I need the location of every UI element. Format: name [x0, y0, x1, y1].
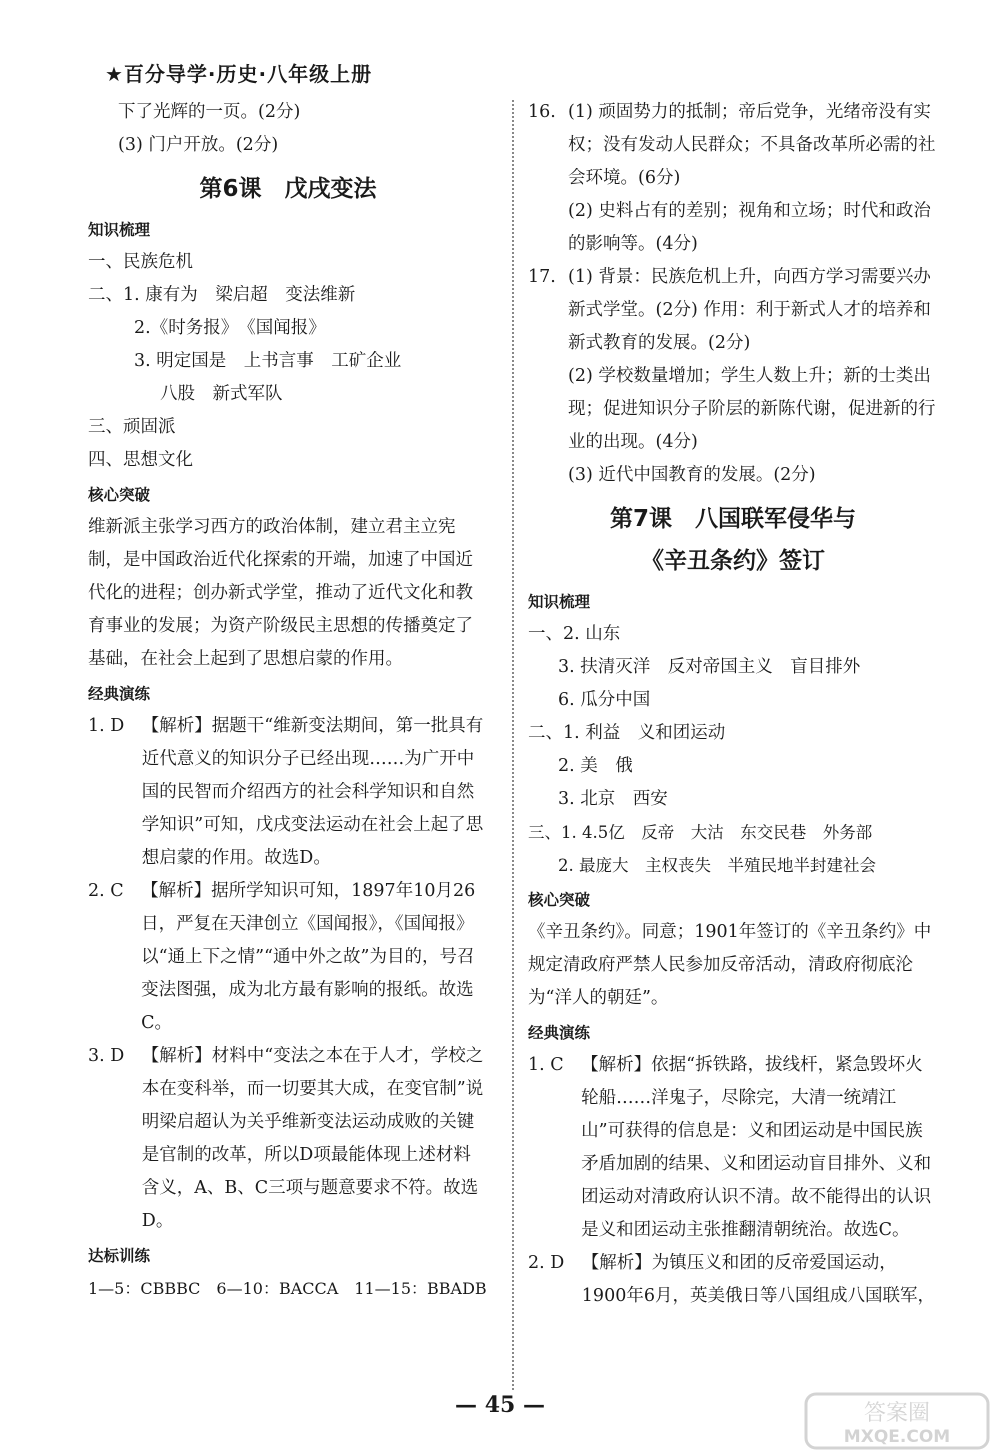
outline-line: 2.《时务报》 《国闻报》 [134, 318, 326, 338]
outline-line: 3. 明定国是 上书言事 工矿企业 [134, 351, 402, 371]
answer-text: (2) 史料占有的差别；视角和立场；时代和政治的影响等。(4分) [568, 201, 931, 254]
answer-number: 16. [528, 102, 556, 122]
answer-number [528, 459, 568, 492]
answer-text: 【解析】据所学知识可知，1897年10月26日，严复在天津创立《国闻报》，《国闻报》以“通上下之情”“通中外之故”为目的，号召变法图强，成为北方最有影响的报纸。故选C。 [141, 881, 476, 1033]
watermark-stamp-icon [802, 1390, 992, 1452]
answer-number: 1. D [88, 716, 142, 736]
section-heading-zhishi: 知识梳理 [528, 593, 591, 611]
page-number: — 45 — [455, 1392, 545, 1418]
dabiao-answers: 1—5：CBBBC 6—10：BACCA 11—15：BBADB [88, 1279, 487, 1298]
outline-line: 3. 北京 西安 [558, 789, 668, 809]
answer-item [528, 1049, 938, 1247]
answer-item [528, 261, 938, 360]
outline-line: 八股 新式军队 [160, 384, 283, 404]
answer-number [528, 360, 568, 459]
lesson-6-title: 第6课 戊戌变法 [199, 176, 377, 202]
section-heading-jingdian: 经典演练 [88, 685, 151, 703]
section-heading-dabiao: 达标训练 [88, 1247, 151, 1265]
answer-number: 3. D [88, 1046, 142, 1066]
column-divider [512, 100, 514, 1390]
left-column [88, 96, 488, 1305]
answer-text: (3) 近代中国教育的发展。(2分) [568, 465, 816, 485]
outline-line: 四、思想文化 [88, 450, 193, 470]
outline-line: 三、1. 4.5亿 反帝 大沽 东交民巷 外务部 [528, 823, 873, 842]
outline-line: 6. 瓜分中国 [558, 690, 651, 710]
answer-number: 2. D [528, 1253, 582, 1273]
watermark-text: 答案圈 [863, 1401, 931, 1426]
answer-text: (2) 学校数量增加；学生人数上升；新的士类出现；促进知识分子阶层的新陈代谢，促进新的行业的出现。(4分) [568, 366, 936, 452]
outline-line: 3. 扶清灭洋 反对帝国主义 盲目排外 [558, 657, 861, 677]
intro-line: 下了光辉的一页。(2分) [118, 102, 301, 122]
answer-item [528, 195, 938, 261]
answer-text: (1) 背景：民族危机上升，向西方学习需要兴办新式学堂。(2分) 作用：利于新式人才的培养和新式教育的发展。(2分) [568, 267, 931, 353]
answer-item [528, 459, 938, 492]
section-heading-hexin: 核心突破 [528, 891, 591, 909]
answer-item [528, 360, 938, 459]
answer-number: 2. C [88, 881, 142, 901]
answer-item [88, 710, 488, 875]
hexin-paragraph: 维新派主张学习西方的政治体制，建立君主立宪制，是中国政治近代化探索的开端，加速了中国近代化的进程；创办新式学堂，推动了近代文化和教育事业的发展；为资产阶级民主思想的传播奠定了基础，在社会上起到了思想启蒙的作用。 [88, 517, 473, 669]
outline-line: 一、民族危机 [88, 252, 193, 272]
answer-item [528, 96, 938, 195]
answer-text: (1) 顽固势力的抵制；帝后党争，光绪帝没有实权；没有发动人民群众；不具备改革所必需的社会环境。(6分) [568, 102, 936, 188]
outline-line: 三、顽固派 [88, 417, 176, 437]
answer-item [88, 875, 488, 1040]
section-heading-hexin: 核心突破 [88, 486, 151, 504]
lesson-7-subtitle: 《辛丑条约》签订 [641, 548, 825, 574]
answer-text: 【解析】依据“拆铁路，拔线杆，紧急毁坏火轮船……洋鬼子，尽除完，大清一统靖江山”可获得的信息是：义和团运动是中国民族矛盾加剧的结果、义和团运动盲目排外、义和团运动对清政府认识不清。故不能得出的认识是义和团运动主张推翻清朝统治。故选C。 [581, 1055, 932, 1240]
outline-line: 二、1. 利益 义和团运动 [528, 723, 726, 743]
watermark-url: MXQE.COM [843, 1427, 951, 1447]
answer-text: 【解析】据题干“维新变法期间，第一批具有近代意义的知识分子已经出现……为广开中国的民智而介绍西方的社会科学知识和自然学知识”可知，戊戌变法运动在社会上起了思想启蒙的作用。故选D。 [141, 716, 484, 868]
answer-number: 1. C [528, 1055, 582, 1075]
intro-line: (3) 门户开放。(2分) [118, 135, 279, 155]
answer-text: 【解析】为镇压义和团的反帝爱国运动，1900年6月，英美俄日等八国组成八国联军， [581, 1253, 935, 1306]
outline-line: 2. 最庞大 主权丧失 半殖民地半封建社会 [558, 856, 876, 875]
section-heading-jingdian: 经典演练 [528, 1024, 591, 1042]
answer-number: 17. [528, 267, 556, 287]
watermark-logo [802, 1390, 992, 1452]
answer-item [88, 1040, 488, 1238]
outline-line: 二、1. 康有为 梁启超 变法维新 [88, 285, 356, 305]
answer-item [528, 1247, 938, 1313]
outline-line: 2. 美 俄 [558, 756, 633, 776]
book-header: ★百分导学·历史·八年级上册 [105, 62, 373, 86]
answer-text: 【解析】材料中“变法之本在于人才，学校之本在变科举，而一切要其大成，在变官制”说明梁启超认为关乎维新变法运动成败的关键是官制的改革，所以D项最能体现上述材料含义，A、B、C三项与题意要求不符。故选D。 [141, 1046, 484, 1231]
answer-number [528, 195, 568, 261]
right-column [528, 96, 938, 1313]
section-heading-zhishi: 知识梳理 [88, 221, 151, 239]
lesson-7-title: 第7课 八国联军侵华与 [609, 506, 856, 532]
hexin-paragraph: 《辛丑条约》。同意；1901年签订的《辛丑条约》中规定清政府严禁人民参加反帝活动，清政府彻底沦为“洋人的朝廷”。 [528, 922, 932, 1008]
outline-line: 一、2. 山东 [528, 624, 621, 644]
